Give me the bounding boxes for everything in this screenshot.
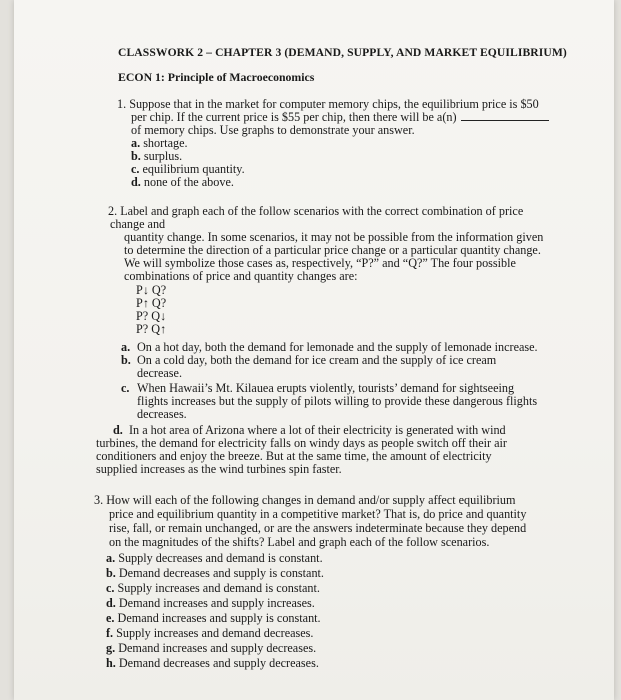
q3-line-4: on the magnitudes of the shifts? Label and graph each of the follow scenarios. xyxy=(109,535,490,549)
q3-option-text: Demand increases and supply is constant. xyxy=(117,611,321,625)
q2-line-5: We will symbolize those cases as, respectively, “P?” and “Q?” The four possible xyxy=(124,256,516,270)
scenario-d-line: turbines, the demand for electricity falls on windy days as people switch off their air xyxy=(96,436,507,450)
q1-option-letter: b. xyxy=(131,149,141,163)
q3-option-f xyxy=(106,626,313,640)
q3-line-3: rise, fall, or remain unchanged, or are the answers indeterminate because they depend xyxy=(109,521,527,535)
scenario-b-line: On a cold day, both the demand for ice cream and the supply of ice cream xyxy=(137,353,497,367)
page-title: CLASSWORK 2 – CHAPTER 3 (DEMAND, SUPPLY, AND MARKET EQUILIBRIUM) xyxy=(118,46,567,59)
q2-line-3: quantity change. In some scenarios, it may not be possible from the information given xyxy=(124,230,544,244)
q1-option-letter: d. xyxy=(131,175,141,189)
q3-option-g xyxy=(106,641,316,655)
scenario-b-line: decrease. xyxy=(137,366,182,380)
q1-option-letter: c. xyxy=(131,162,140,176)
scenario-a-line: On a hot day, both the demand for lemonade and the supply of lemonade increase. xyxy=(137,340,538,354)
q3-option-letter: c. xyxy=(106,581,115,595)
combo-item: P↓ Q? xyxy=(136,283,167,297)
q1-line-2-text: per chip. If the current price is $55 per chip, then there will be a(n) xyxy=(131,110,457,124)
q2-line-1: 2. Label and graph each of the follow scenarios with the correct combination of price xyxy=(108,204,524,218)
q3-option-letter: h. xyxy=(106,656,116,670)
scenario-letter: c. xyxy=(121,381,130,395)
q3-option-h xyxy=(106,656,319,670)
q3-option-letter: f. xyxy=(106,626,114,640)
q1-option-d xyxy=(131,175,234,189)
q2-line-2: change and xyxy=(110,217,166,231)
q1-line-1: 1. Suppose that in the market for computer memory chips, the equilibrium price is $50 xyxy=(117,97,539,111)
scenario-c-line: decreases. xyxy=(137,407,187,421)
q1-option-text: surplus. xyxy=(143,149,183,163)
q3-option-text: Supply decreases and demand is constant. xyxy=(118,551,323,565)
scenario-letter: b. xyxy=(121,353,131,367)
q1-line-3: of memory chips. Use graphs to demonstrate your answer. xyxy=(131,123,415,137)
q3-option-letter: d. xyxy=(106,596,116,610)
q2-line-6: combinations of price and quantity changes are: xyxy=(124,269,358,283)
q2-line-4: to determine the direction of a particular price change or a particular quantity change. xyxy=(124,243,541,257)
scenario-d-line: In a hot area of Arizona where a lot of their electricity is generated with wind xyxy=(129,423,506,437)
combo-item: P↑ Q? xyxy=(136,296,167,310)
q1-option-text: shortage. xyxy=(143,136,188,150)
q3-option-e xyxy=(106,611,321,625)
scenario-c-line: When Hawaii’s Mt. Kilauea erupts violently, tourists’ demand for sightseeing xyxy=(137,381,515,395)
q3-option-text: Supply increases and demand is constant. xyxy=(117,581,320,595)
q3-option-d xyxy=(106,596,315,610)
q3-option-text: Demand increases and supply decreases. xyxy=(118,641,317,655)
answer-blank xyxy=(461,110,549,121)
scenario-letter: a. xyxy=(121,340,131,354)
scenario-letter: d. xyxy=(113,423,123,437)
q1-option-text: equilibrium quantity. xyxy=(142,162,245,176)
q3-option-text: Demand decreases and supply is constant. xyxy=(118,566,324,580)
q3-option-letter: e. xyxy=(106,611,115,625)
q3-option-letter: b. xyxy=(106,566,116,580)
q3-line-2: price and equilibrium quantity in a competitive market? That is, do price and quantity xyxy=(109,507,527,521)
scenario-d-line: supplied increases as the wind turbines spin faster. xyxy=(96,462,342,476)
q3-option-b xyxy=(106,566,324,580)
combo-item: P? Q↑ xyxy=(136,322,167,336)
q1-option-letter: a. xyxy=(131,136,141,150)
q3-option-text: Demand decreases and supply decreases. xyxy=(118,656,319,670)
q1-option-b xyxy=(131,149,182,163)
q3-option-c xyxy=(106,581,320,595)
q3-option-letter: g. xyxy=(106,641,116,655)
q1-option-c xyxy=(131,162,245,176)
q1-option-text: none of the above. xyxy=(143,175,234,189)
course-name: ECON 1: Principle of Macroeconomics xyxy=(118,70,315,84)
q3-option-text: Supply increases and demand decreases. xyxy=(116,626,314,640)
combo-item: P? Q↓ xyxy=(136,309,167,323)
scenario-d-line: conditioners and enjoy the breeze. But at the same time, the amount of electricity xyxy=(96,449,492,463)
q3-option-text: Demand increases and supply increases. xyxy=(118,596,315,610)
scenario-c-line: flights increases but the supply of pilots willing to provide these dangerous flights xyxy=(137,394,538,408)
q3-option-a xyxy=(106,551,323,565)
q1-line-2 xyxy=(131,110,549,124)
q3-option-letter: a. xyxy=(106,551,116,565)
q3-line-1: 3. How will each of the following changes in demand and/or supply affect equilibrium xyxy=(94,493,516,507)
q1-option-a xyxy=(131,136,188,150)
